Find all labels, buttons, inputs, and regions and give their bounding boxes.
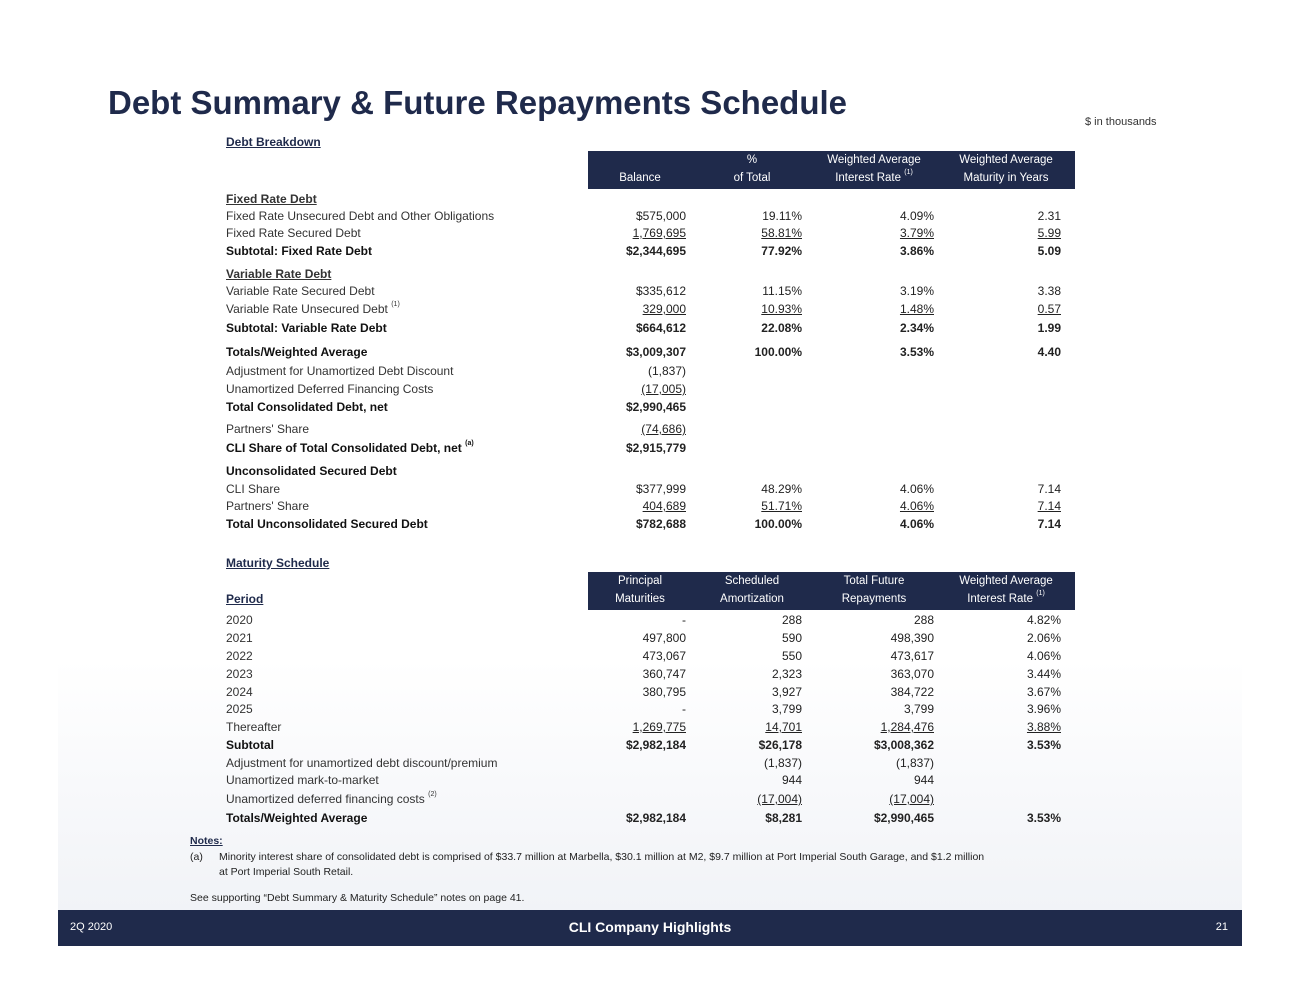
footnote-marker: (1) [391,301,400,308]
cell-col-1: 404,689 [642,499,686,513]
cell-col-2: 14,701 [765,720,802,734]
cell-col-4: 5.09 [1037,244,1061,258]
cell-col-2: 944 [781,773,802,787]
debt-table-row [226,363,1076,380]
cell-col-4: 3.88% [1026,720,1061,734]
cell-col-4: 7.14 [1037,517,1061,531]
cell-col-2: 3,927 [771,685,802,699]
cell-col-1: 1,269,775 [632,720,686,734]
period-label-row [226,591,1076,608]
cell-col-4: 0.57 [1037,302,1061,316]
row-label: Total Consolidated Debt, net [226,400,388,414]
cell-col-4: 3.44% [1026,667,1061,681]
cell-col-4: 3.67% [1026,685,1061,699]
cell-col-4: 4.82% [1026,613,1061,627]
debt-table-row [226,498,1076,515]
cell-col-2: 550 [781,649,802,663]
cell-col-3: 3.53% [899,345,934,359]
debt-table-row [226,191,1076,208]
header-maturity-years: Weighted Average Maturity in Years [959,154,1053,184]
row-label: Subtotal [226,738,274,752]
cell-col-1: $2,982,184 [625,811,686,825]
cell-col-3: 1.48% [899,302,934,316]
cell-col-1: 380,795 [642,685,686,699]
cell-col-2: 48.29% [761,482,802,496]
row-label: Unamortized Deferred Financing Costs [226,382,434,396]
row-label: Thereafter [226,720,282,734]
row-label: Adjustment for Unamortized Debt Discount [226,364,454,378]
maturity-table-row [226,612,1076,629]
maturity-table-row [226,701,1076,718]
cell-col-3: 3,799 [903,702,934,716]
cell-col-2: 58.81% [761,226,802,240]
supporting-notes: See supporting “Debt Summary & Maturity Schedule” notes on page 41. [190,892,525,904]
debt-table-row [226,301,1076,318]
row-label: Fixed Rate Secured Debt [226,226,361,240]
page-title: Debt Summary & Future Repayments Schedule [108,84,848,121]
cell-col-2: 22.08% [761,321,802,335]
cell-col-3: (1,837) [895,756,934,770]
cell-col-2: 590 [781,631,802,645]
cell-col-3: 3.19% [899,284,934,298]
footnote-marker: (2) [428,791,437,798]
row-label: Unconsolidated Secured Debt [226,464,397,478]
header-interest-rate: Weighted Average Interest Rate $^{(1)}$ [827,154,921,184]
page-number: 21 [1215,921,1228,933]
cell-col-2: 2,323 [771,667,802,681]
note-a-marker: (a) [190,851,203,863]
debt-table-row [226,421,1076,438]
footer-bar [58,910,1242,946]
cell-col-4: 4.06% [1026,649,1061,663]
cell-col-2: 100.00% [754,517,802,531]
period-label: Period [226,592,264,606]
header-weighted-rate: Weighted Average Interest Rate $^{(1)}$ [959,575,1053,605]
cell-col-2: 10.93% [761,302,802,316]
cell-col-1: $2,344,695 [625,244,686,258]
maturity-table-row [226,737,1076,754]
maturity-table-row [226,755,1076,772]
cell-col-1: (74,686) [641,422,686,436]
row-label: Unamortized mark-to-market [226,773,379,787]
cell-col-4: 3.38 [1037,284,1061,298]
row-label: CLI Share [226,482,281,496]
maturity-table-row [226,772,1076,789]
cell-col-1: $664,612 [635,321,686,335]
cell-col-1: - [682,702,686,716]
note-a-line1: Minority interest share of consolidated debt is comprised of $33.7 million at Marbella, $30.1 million at M2, $9.7 million at Port Imperial South Garage, and $1.2 million [219,851,985,863]
header-total-repayments: Total Future Repayments [841,575,907,605]
cell-col-4: 1.99 [1037,321,1061,335]
cell-col-1: (17,005) [641,382,686,396]
row-label: Variable Rate Secured Debt [226,284,375,298]
maturity-table-row [226,791,1076,808]
debt-table-row [226,320,1076,337]
row-label: Variable Rate Debt [226,267,332,281]
units-note: $ in thousands [1085,116,1157,128]
header-principal: Principal Maturities [615,575,665,605]
debt-table-header [588,151,1075,189]
header-pct-total: % of Total [733,154,771,184]
row-label: 2021 [226,631,253,645]
cell-col-1: $335,612 [635,284,686,298]
cell-col-1: $2,990,465 [625,400,686,414]
cell-col-2: (17,004) [757,792,802,806]
row-label: Totals/Weighted Average [226,811,368,825]
row-label: Subtotal: Fixed Rate Debt [226,244,373,258]
debt-table-row [226,283,1076,300]
maturity-schedule-heading: Maturity Schedule [226,556,330,570]
cell-col-1: $3,009,307 [625,345,686,359]
cell-col-3: $2,990,465 [873,811,934,825]
cell-col-2: $26,178 [758,738,802,752]
cell-col-2: 51.71% [761,499,802,513]
cell-col-3: 384,722 [890,685,934,699]
note-a-line2: at Port Imperial South Retail. [219,866,354,878]
cell-col-1: - [682,613,686,627]
cell-col-2: 11.15% [762,284,802,298]
debt-table-row [226,243,1076,260]
maturity-table-row [226,666,1076,683]
cell-col-1: $2,915,779 [625,441,686,455]
debt-table-row [226,516,1076,533]
cell-col-3: 4.06% [899,482,934,496]
row-label: Partners' Share [226,422,309,436]
maturity-table-row [226,648,1076,665]
cell-col-4: 3.53% [1026,811,1061,825]
cell-col-1: 497,800 [642,631,686,645]
cell-col-1: $2,982,184 [625,738,686,752]
cell-col-2: (1,837) [763,756,802,770]
debt-table-row [226,463,1076,480]
cell-col-4: 4.40 [1037,345,1061,359]
maturity-table-row [226,630,1076,647]
cell-col-3: 3.79% [899,226,934,240]
cell-col-3: $3,008,362 [873,738,934,752]
row-label: Totals/Weighted Average [226,345,368,359]
row-label: 2025 [226,702,253,716]
cell-col-4: 2.06% [1026,631,1061,645]
cell-col-1: 473,067 [642,649,686,663]
cell-col-1: $782,688 [635,517,686,531]
cell-col-3: 1,284,476 [880,720,934,734]
row-label: 2024 [226,685,253,699]
debt-table-row [226,381,1076,398]
debt-table-row [226,344,1076,361]
row-label: Partners' Share [226,499,309,513]
cell-col-2: 288 [781,613,802,627]
cell-col-3: 4.09% [899,209,934,223]
cell-col-3: 498,390 [890,631,934,645]
cell-col-4: 2.31 [1037,209,1061,223]
cell-col-2: $8,281 [765,811,802,825]
cell-col-2: 77.92% [761,244,802,258]
footer-title: CLI Company Highlights [568,919,732,935]
row-label: Adjustment for unamortized debt discount/premium [226,756,498,770]
debt-breakdown-heading: Debt Breakdown [226,135,321,149]
cell-col-1: (1,837) [647,364,686,378]
cell-col-4: 7.14 [1037,499,1061,513]
cell-col-3: 4.06% [899,517,934,531]
footnote-marker: (a) [465,440,474,447]
header-amortization: Scheduled Amortization [720,575,784,605]
maturity-table-row [226,719,1076,736]
cell-col-4: 5.99 [1037,226,1061,240]
cell-col-4: 7.14 [1037,482,1061,496]
debt-table-row [226,481,1076,498]
debt-table-row [226,266,1076,283]
cell-col-2: 19.11% [762,209,802,223]
cell-col-3: 288 [913,613,934,627]
header-balance: Balance [619,172,661,184]
debt-table-row [226,399,1076,416]
row-label: Subtotal: Variable Rate Debt [226,321,387,335]
row-label: 2023 [226,667,253,681]
maturity-table-row [226,684,1076,701]
row-label: Variable Rate Unsecured Debt $^{(1)}$ [226,301,400,316]
row-label: Fixed Rate Unsecured Debt and Other Obligations [226,209,495,223]
cell-col-1: $377,999 [635,482,686,496]
cell-col-2: 3,799 [771,702,802,716]
debt-table-row [226,440,1076,457]
cell-col-1: 1,769,695 [632,226,686,240]
row-label: 2020 [226,613,253,627]
debt-table-row [226,208,1076,225]
cell-col-4: 3.53% [1026,738,1061,752]
cell-col-1: 329,000 [642,302,686,316]
row-label: 2022 [226,649,253,663]
cell-col-1: 360,747 [642,667,686,681]
cell-col-3: 2.34% [899,321,934,335]
cell-col-3: 363,070 [890,667,934,681]
cell-col-4: 3.96% [1026,702,1061,716]
footer-period: 2Q 2020 [70,921,113,933]
cell-col-1: $575,000 [635,209,686,223]
notes-heading: Notes: [190,835,223,847]
cell-col-3: 944 [913,773,934,787]
cell-col-2: 100.00% [754,345,802,359]
row-label: Total Unconsolidated Secured Debt [226,517,428,531]
cell-col-3: (17,004) [889,792,934,806]
cell-col-3: 473,617 [890,649,934,663]
cell-col-3: 3.86% [899,244,934,258]
row-label: CLI Share of Total Consolidated Debt, net $^{(a)}$ [226,440,474,455]
maturity-table-row [226,810,1076,827]
cell-col-3: 4.06% [899,499,934,513]
row-label: Unamortized deferred financing costs $^{(2)}$ [226,791,437,806]
row-label: Fixed Rate Debt [226,192,317,206]
debt-table-row [226,225,1076,242]
